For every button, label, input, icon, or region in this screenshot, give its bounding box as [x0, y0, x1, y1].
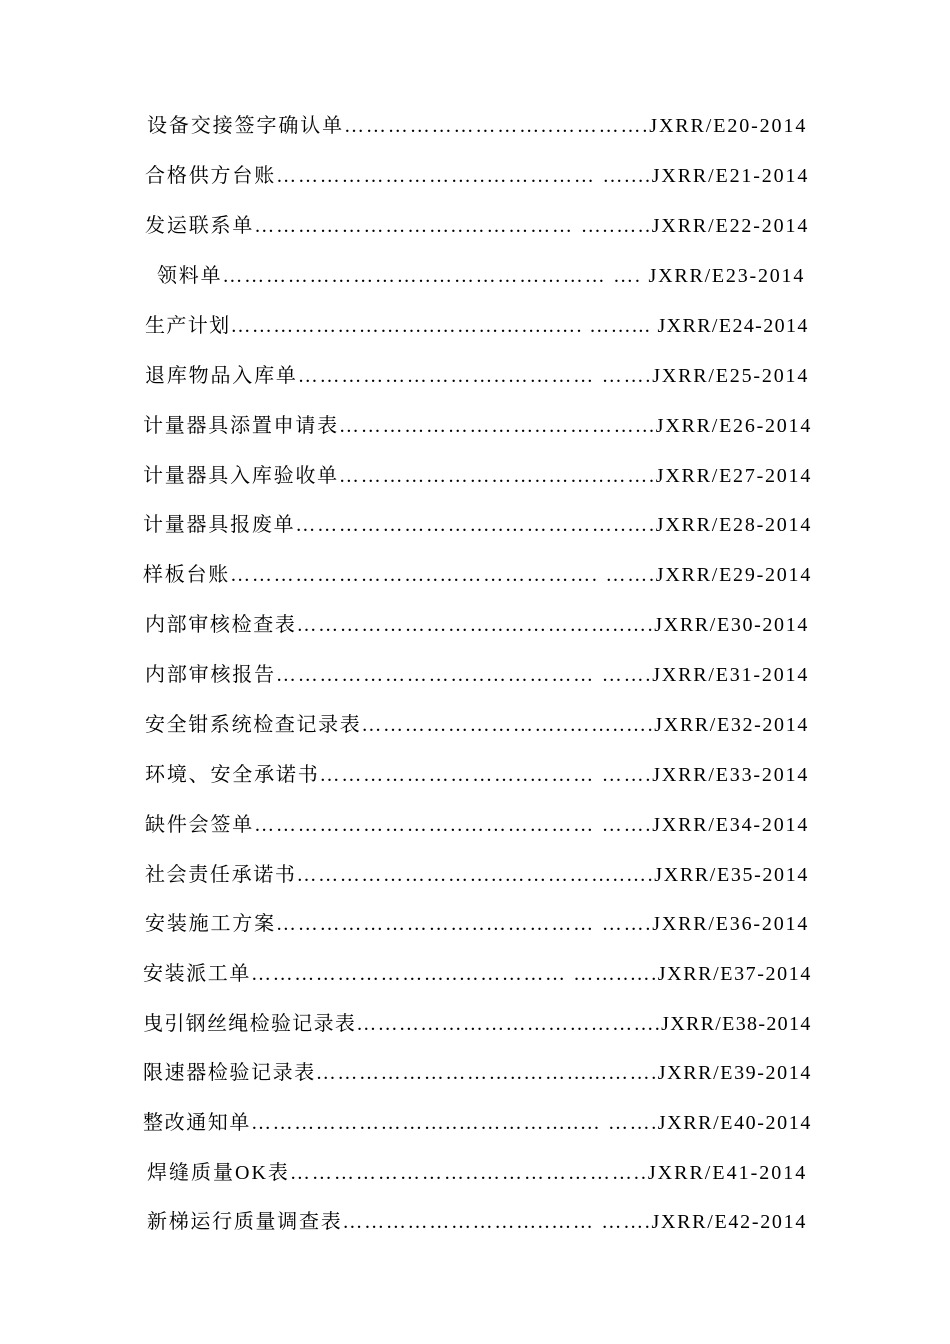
toc-entry-e30: 内部审核检查表………………………..……………..….JXRR/E30-2014 — [145, 614, 809, 636]
toc-entry-e25: 退库物品入库单………………………..………… …….JXRR/E25-2014 — [145, 365, 810, 387]
toc-entry-e41: 焊缝质量OK表……………………..…………………..JXRR/E41-2014 — [147, 1162, 808, 1184]
toc-entry-e23: 领料单………………………..…………………… …. JXRR/E23-2014 — [157, 265, 806, 287]
toc-entry-e34: 缺件会签单………………………..……………… …….JXRR/E34-2014 — [145, 814, 810, 836]
toc-entry-e21: 合格供方台账………………………..…………… …....JXRR/E21-2014 — [145, 165, 810, 187]
toc-entry-e28: 计量器具报废单………………………..……………..….JXRR/E28-2014 — [143, 514, 813, 536]
toc-entry-e37: 安装派工单………………………..…………… ……..….JXRR/E37-2014 — [143, 963, 812, 985]
toc-entry-e40: 整改通知单………………………..……………..… …….JXRR/E40-2014 — [143, 1112, 812, 1134]
toc-entry-e26: 计量器具添置申请表………………………..…………...JXRR/E26-2014 — [143, 415, 813, 437]
toc-entry-e22: 发运联系单………………………..…………… …..…..JXRR/E22-2014 — [145, 215, 810, 237]
toc-entry-e32: 安全钳系统检查记录表………………………..……..….JXRR/E32-2014 — [145, 714, 809, 736]
toc-entry-e27: 计量器具入库验收单………………………..……..…….JXRR/E27-2014 — [143, 465, 813, 487]
toc-entry-e42: 新梯运行质量调查表………………………..…… …….JXRR/E42-2014 — [147, 1211, 808, 1233]
toc-entry-e29: 样板台账………………………..…………………. …….JXRR/E29-2014 — [143, 564, 813, 586]
toc-entry-e36: 安装施工方案………………………..…………… …….JXRR/E36-2014 — [145, 913, 810, 935]
toc-entry-e39: 限速器检验记录表………………………..………...…….JXRR/E39-2014 — [143, 1062, 812, 1084]
toc-entry-e20: 设备交接签字确认单………………………..………….JXRR/E20-2014 — [147, 115, 808, 137]
toc-entry-e38: 曳引钢丝绳检验记录表…………………………………….JXRR/E38-2014 — [143, 1013, 812, 1035]
toc-entry-e31: 内部审核报告………………………..…………… …….JXRR/E31-2014 — [145, 664, 810, 686]
toc-entry-e33: 环境、安全承诺书………………………..……… …….JXRR/E33-2014 — [145, 764, 810, 786]
toc-entry-e35: 社会责任承诺书………………………..……………..….JXRR/E35-2014 — [145, 864, 809, 886]
toc-entry-e24: 生产计划………………………..……………..…. ……... JXRR/E24-2014 — [145, 315, 809, 337]
